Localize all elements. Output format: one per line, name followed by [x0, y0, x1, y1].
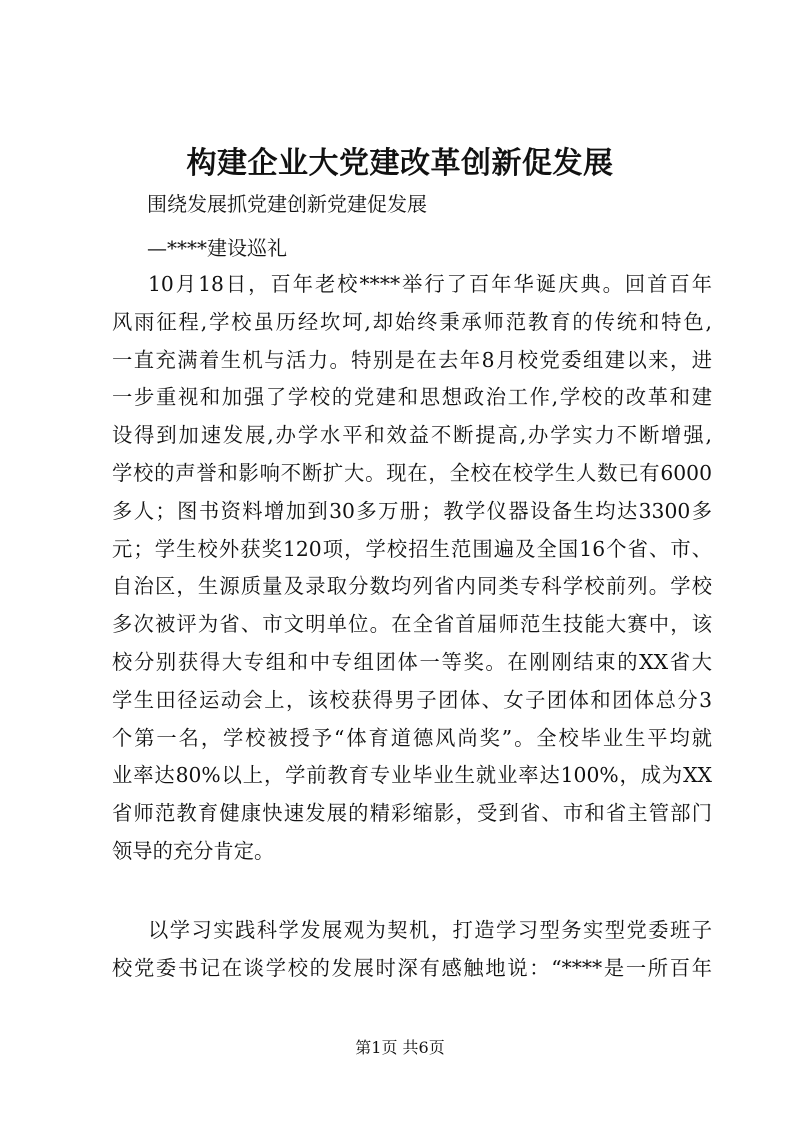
- paragraph-line: 学生田径运动会上，该校获得男子团体、女子团体和团体总分3: [112, 687, 712, 712]
- paragraph-line: 风雨征程,学校虽历经坎坷,却始终秉承师范教育的传统和特色,: [112, 309, 712, 334]
- page-footer: 第1页 共6页: [355, 1038, 445, 1057]
- paragraph-line: 校分别获得大专组和中专组团体一等奖。在刚刚结束的XX省大: [112, 649, 712, 674]
- paragraph-line: 多次被评为省、市文明单位。在全省首届师范生技能大赛中，该: [112, 612, 712, 637]
- paragraph-line: 设得到加速发展,办学水平和效益不断提高,办学实力不断增强,: [112, 423, 712, 448]
- paragraph-line: 省师范教育健康快速发展的精彩缩影，受到省、市和省主管部门: [112, 801, 712, 826]
- paragraph-line: 以学习实践科学发展观为契机，打造学习型务实型党委班子: [148, 918, 712, 942]
- paragraph-line: 多人；图书资料增加到30多万册；教学仪器设备生均达3300多: [112, 498, 712, 523]
- document-title: 构建企业大党建改革创新促发展: [186, 146, 614, 181]
- paragraph-line: 学校的声誉和影响不断扩大。现在，全校在校学生人数已有6000: [112, 460, 712, 485]
- subtitle-line: —****建设巡礼: [147, 236, 287, 260]
- paragraph-line: 领导的充分肯定。: [112, 838, 275, 863]
- paragraph-line: 自治区，生源质量及录取分数均列省内同类专科学校前列。学校: [112, 574, 712, 599]
- paragraph-line: 一步重视和加强了学校的党建和思想政治工作,学校的改革和建: [112, 385, 712, 410]
- paragraph-line: 一直充满着生机与活力。特别是在去年8月校党委组建以来，进: [112, 347, 712, 372]
- paragraph-line: 业率达80%以上，学前教育专业毕业生就业率达100%，成为XX: [112, 763, 712, 788]
- paragraph-line: 10月18日，百年老校****举行了百年华诞庆典。回首百年: [148, 272, 712, 296]
- paragraph-line: 元；学生校外获奖120项，学校招生范围遍及全国16个省、市、: [112, 536, 712, 561]
- body-paragraph: [112, 266, 712, 871]
- body-paragraph: [112, 912, 712, 988]
- subtitle-line: 围绕发展抓党建创新党建促发展: [147, 192, 427, 216]
- paragraph-line: 个第一名，学校被授予“体育道德风尚奖”。全校毕业生平均就: [112, 725, 712, 750]
- paragraph-line: 校党委书记在谈学校的发展时深有感触地说：“****是一所百年: [112, 955, 712, 980]
